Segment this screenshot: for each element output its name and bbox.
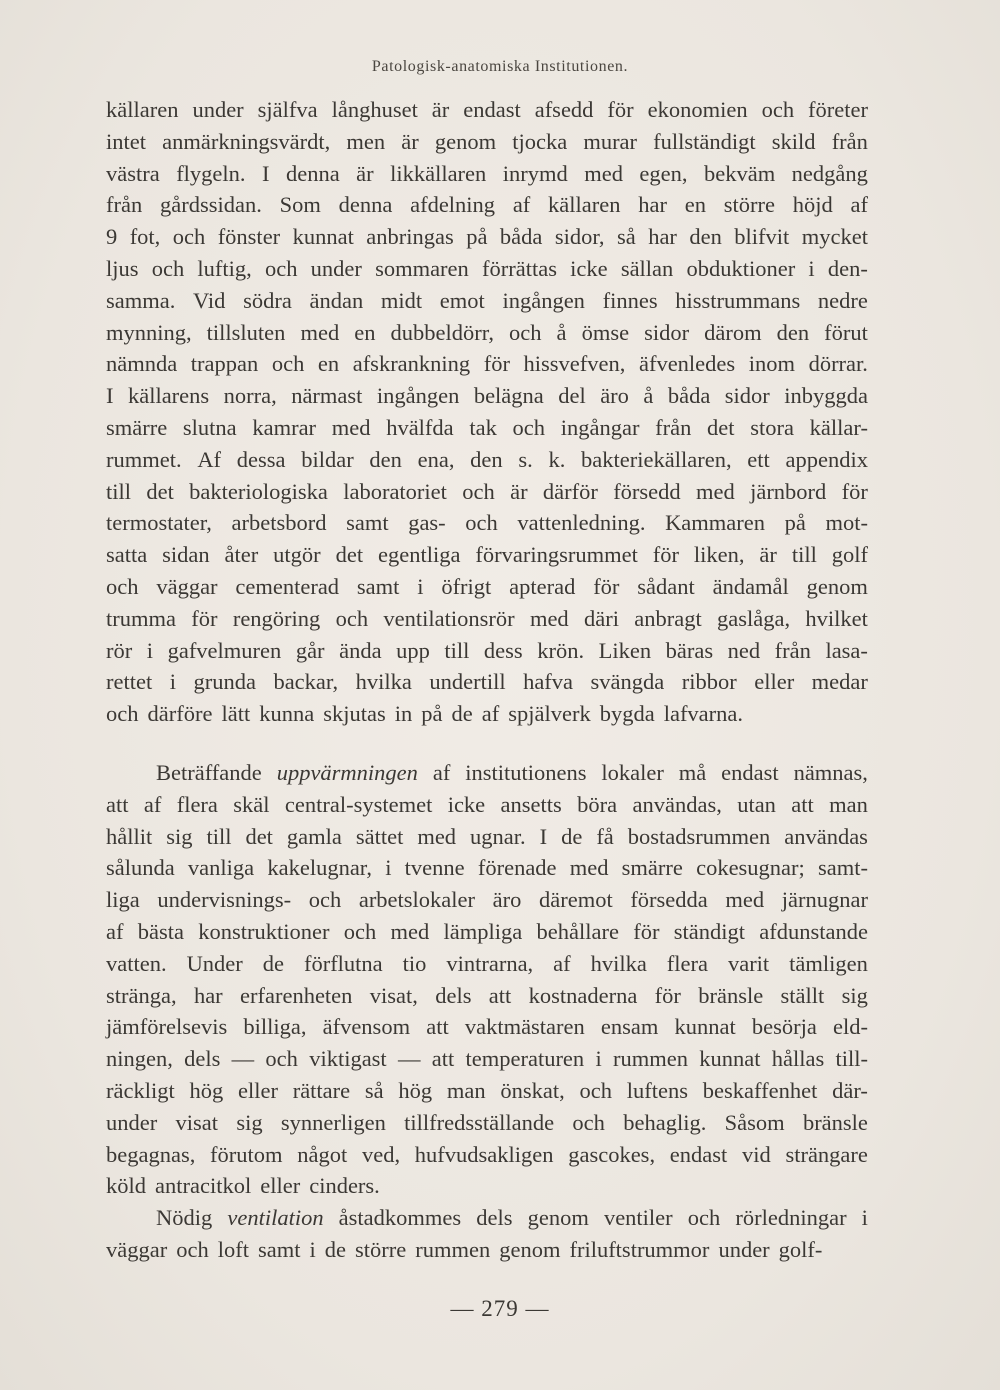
text-line: Beträffande uppvärmningen af institutionens lokaler må endast nämnas, <box>156 760 868 785</box>
running-head: Patologisk-anatomiska Institutionen. <box>371 58 629 75</box>
text-line: begagnas, förutom något ved, hufvudsakligen gascokes, endast vid strängare <box>106 1141 868 1167</box>
text-line: att af flera skäl central-systemet icke ansetts böra användas, utan att man <box>106 791 868 817</box>
text-line: Nödig ventilation åstadkommes dels genom ventiler och rörledningar i <box>156 1205 868 1231</box>
text-line: trumma för rengöring och ventilationsrör med däri anbragt gaslåga, hvilket <box>106 605 868 631</box>
text-line: smärre slutna kamrar med hvälfda tak och ingångar från det stora källar- <box>106 414 868 440</box>
page-number: — 279 — <box>450 1296 550 1321</box>
text-line: under visat sig synnerligen tillfredsställande och behaglig. Såsom bränsle <box>106 1109 868 1135</box>
text-line: till det bakteriologiska laboratoriet och är därför försedd med järnbord för <box>106 478 868 504</box>
text-line: rettet i grunda backar, hvilka undertill hafva svängda ribbor eller medar <box>106 669 868 695</box>
text-line: källaren under själfva långhuset är endast afsedd för ekonomien och företer <box>106 97 868 122</box>
text-line: rör i gafvelmuren går ända upp till dess krön. Liken bäras ned från lasa- <box>106 637 868 663</box>
text-line: intet anmärkningsvärdt, men är genom tjocka murar fullständigt skild från <box>106 128 868 154</box>
text-line: termostater, arbetsbord samt gas- och vattenledning. Kammaren på mot- <box>106 510 868 536</box>
text-line: jämförelsevis billiga, äfvensom att vaktmästaren ensam kunnat besörja eld- <box>106 1014 868 1040</box>
text-line: ljus och luftig, och under sommaren förrättas icke sällan obduktioner i den- <box>106 255 868 281</box>
text-line: från gårdssidan. Som denna afdelning af källaren har en större höjd af <box>106 192 868 218</box>
text-line: rummet. Af dessa bildar den ena, den s. k. bakteriekällaren, ett appendix <box>106 446 868 472</box>
text-line: nämnda trappan och en afskrankning för hissvefven, äfvenledes inom dörrar. <box>106 351 868 377</box>
text-line: I källarens norra, närmast ingången belägna del äro å båda sidor inbyggda <box>106 383 868 409</box>
text-line: vatten. Under de förflutna tio vintrarna, af hvilka flera varit tämligen <box>106 950 868 976</box>
text-line: och väggar cementerad samt i öfrigt apterad för sådant ändamål genom <box>106 573 868 599</box>
text-line: mynning, tillsluten med en dubbeldörr, och å ömse sidor därom den förut <box>106 319 868 345</box>
text-line: sålunda vanliga kakelugnar, i tvenne förenade med smärre cokesugnar; samt- <box>106 855 868 881</box>
text-line: räckligt hög eller rättare så hög man önskat, och luftens beskaffenhet där- <box>106 1077 868 1103</box>
text-line: af bästa konstruktioner och med lämpliga behållare för ständigt afdunstande <box>106 918 868 944</box>
text-line: västra flygeln. I denna är likkällaren inrymd med egen, bekväm nedgång <box>106 160 868 186</box>
text-line: samma. Vid södra ändan midt emot ingången finnes hisstrummans nedre <box>106 287 868 313</box>
text-line: väggar och loft samt i de större rummen genom friluftstrummor under golf- <box>106 1236 823 1262</box>
paragraph <box>106 757 868 1266</box>
text-line: och därföre lätt kunna skjutas in på de af spjälverk bygda lafvarna. <box>106 701 744 727</box>
text-line: köld antracitkol eller cinders. <box>106 1173 380 1199</box>
paragraph <box>106 94 868 730</box>
text-line: satta sidan åter utgör det egentliga förvaringsrummet för liken, är till golf <box>106 542 868 568</box>
text-line: hållit sig till det gamla sättet med ugnar. I de få bostadsrummen användas <box>106 823 868 849</box>
text-line: liga undervisnings- och arbetslokaler äro däremot försedda med järnugnar <box>106 887 868 913</box>
text-line: stränga, har erfarenheten visat, dels att kostnaderna för bränsle ställt sig <box>106 982 868 1008</box>
text-line: ningen, dels — och viktigast — att temperaturen i rummen kunnat hållas till- <box>106 1046 868 1072</box>
text-line: 9 fot, och fönster kunnat anbringas på båda sidor, så har den blifvit mycket <box>106 224 868 250</box>
